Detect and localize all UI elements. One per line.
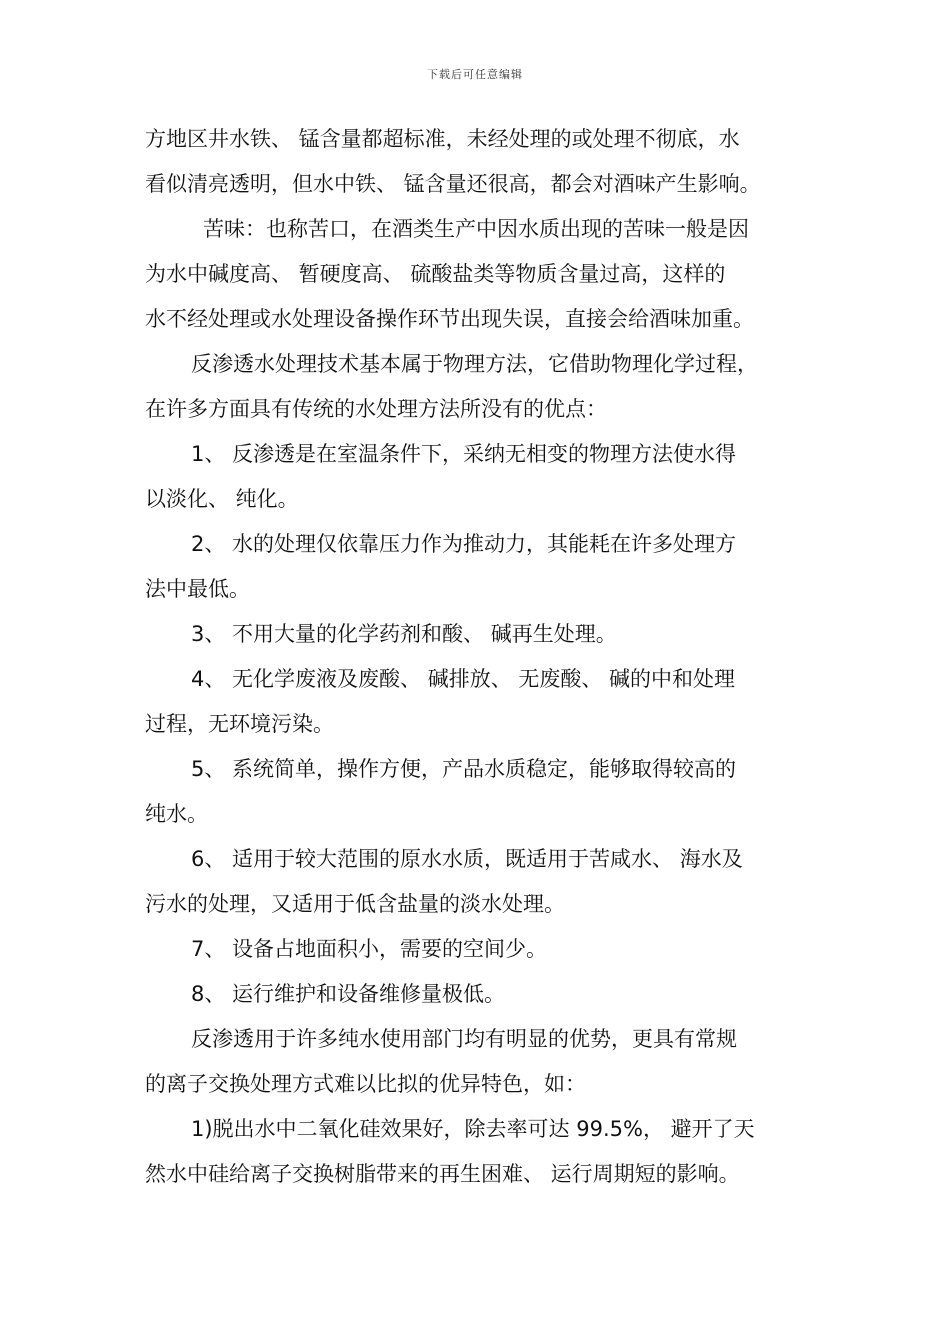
text-line: 水不经处理或水处理设备操作环节出现失误，直接会给酒味加重。: [145, 307, 754, 331]
paragraph-reverse-osmosis-intro: [145, 342, 807, 432]
text-line: 4、 无化学废液及废酸、 碱排放、 无废酸、 碱的中和处理: [191, 667, 736, 691]
paragraph-iron-manganese: [145, 117, 807, 207]
list-item-1: [145, 432, 807, 522]
text-line: 法中最低。: [145, 577, 250, 601]
list-item-8: [145, 972, 807, 1017]
list-item-2: [145, 522, 807, 612]
text-line: 在许多方面具有传统的水处理方法所没有的优点：: [145, 397, 607, 421]
text-line: 看似清亮透明，但水中铁、 锰含量还很高，都会对酒味产生影响。: [145, 172, 761, 196]
document-body: [145, 117, 807, 1197]
text-line: 1、 反渗透是在室温条件下，采纳无相变的物理方法使水得: [191, 442, 737, 466]
page-header-note: 下载后可任意编辑: [427, 68, 523, 81]
list-item-3: [145, 612, 807, 657]
text-line: 反渗透用于许多纯水使用部门均有明显的优势，更具有常规: [191, 1027, 737, 1051]
text-line: 反渗透水处理技术基本属于物理方法，它借助物理化学过程，: [191, 352, 758, 376]
text-line: 1)脱出水中二氧化硅效果好，除去率可达 99.5%， 避开了天: [191, 1117, 755, 1141]
text-line: 为水中碱度高、 暂硬度高、 硫酸盐类等物质含量过高，这样的: [145, 262, 726, 286]
text-line: 6、 适用于较大范围的原水水质，既适用于苦咸水、 海水及: [191, 847, 743, 871]
text-line: 污水的处理，又适用于低含盐量的淡水处理。: [145, 892, 565, 916]
paragraph-ro-advantages: [145, 1017, 807, 1107]
text-line: 5、 系统简单，操作方便，产品水质稳定，能够取得较高的: [191, 757, 737, 781]
text-line: 过程，无环境污染。: [145, 712, 334, 736]
text-line: 然水中硅给离子交换树脂带来的再生困难、 运行周期短的影响。: [145, 1162, 740, 1186]
paragraph-bitter-taste: [145, 207, 807, 342]
text-line: 3、 不用大量的化学药剂和酸、 碱再生处理。: [191, 622, 617, 646]
text-line: 方地区井水铁、 锰含量都超标准，未经处理的或处理不彻底，水: [145, 127, 740, 151]
text-line: 2、 水的处理仅依靠压力作为推动力，其能耗在许多处理方: [191, 532, 737, 556]
text-line: 8、 运行维护和设备维修量极低。: [191, 982, 506, 1006]
list-item-7: [145, 927, 807, 972]
text-line: 纯水。: [145, 802, 208, 826]
list-item-6: [145, 837, 807, 927]
list-item-5: [145, 747, 807, 837]
list-item-4: [145, 657, 807, 747]
text-line: 7、 设备占地面积小，需要的空间少。: [191, 937, 548, 961]
sub-item-1: [145, 1107, 807, 1197]
text-line: 以淡化、 纯化。: [145, 487, 299, 511]
text-line: 苦味：也称苦口，在酒类生产中因水质出现的苦味一般是因: [203, 217, 749, 241]
text-line: 的离子交换处理方式难以比拟的优异特色，如：: [145, 1072, 586, 1096]
